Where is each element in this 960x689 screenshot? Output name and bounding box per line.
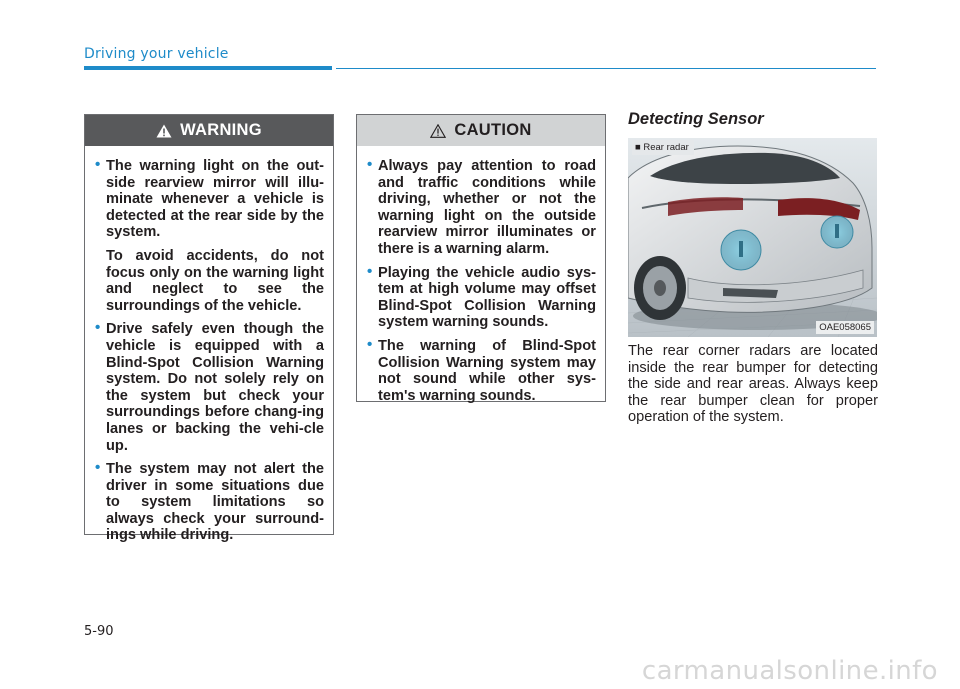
- page-number: 5-90: [84, 624, 114, 639]
- caution-paragraph: Playing the vehicle audio sys-tem at high volume may offset Blind-Spot Collision Warning system warning sounds.: [378, 264, 596, 331]
- rear-radar-figure: [628, 138, 877, 337]
- warning-paragraph: The warning light on the out-side rearview mirror will illu-minate whenever a vehicle is detected at the rear side by the system.: [106, 158, 324, 241]
- caution-body: [357, 146, 605, 404]
- warning-paragraph: To avoid accidents, do not focus only on the warning light and neglect to see the surroundings of the vehicle.: [106, 247, 324, 314]
- warning-triangle-icon: [156, 124, 172, 138]
- caution-triangle-icon: [430, 124, 446, 138]
- warning-body: [85, 146, 333, 544]
- caution-item: [367, 262, 596, 331]
- watermark: carmanualsonline.info: [641, 656, 938, 686]
- warning-header: [85, 115, 333, 146]
- figure-label: ■ Rear radar: [632, 140, 694, 155]
- bullet-icon: •: [367, 335, 373, 353]
- warning-paragraph: The system may not alert the driver in some situations due to system limitations so always check your surround-ings while driving.: [106, 461, 324, 544]
- caution-item: [367, 335, 596, 404]
- warning-item: [95, 321, 324, 454]
- figure-code: OAE058065: [816, 321, 874, 334]
- warning-item: [95, 158, 324, 314]
- bullet-icon: •: [95, 459, 101, 477]
- warning-paragraph: Drive safely even though the vehicle is equipped with a Blind-Spot Collision Warning system. Do not solely rely on the system but check your surroundings before chang-ing lanes or backing the vehi-cle up.: [106, 321, 324, 454]
- section-title: Driving your vehicle: [84, 46, 229, 62]
- caution-title: CAUTION: [454, 121, 532, 139]
- warning-title: WARNING: [180, 121, 262, 139]
- header-rule-thin: [336, 68, 876, 69]
- detecting-sensor-heading: Detecting Sensor: [628, 110, 764, 128]
- caution-item: [367, 158, 596, 258]
- caution-paragraph: Always pay attention to road and traffic conditions while driving, whether or not the warning light on the outside rearview mirror illuminates or there is a warning alarm.: [378, 158, 596, 257]
- car-rear-illustration: [628, 138, 877, 337]
- bullet-icon: •: [95, 319, 101, 337]
- caution-paragraph: The warning of Blind-Spot Collision Warning system may not sound while other sys-tem's warning sounds.: [378, 337, 596, 404]
- caution-box: [356, 114, 606, 402]
- caution-header: [357, 115, 605, 146]
- bullet-icon: •: [367, 156, 373, 173]
- warning-box: [84, 114, 334, 544]
- warning-item: [95, 461, 324, 544]
- bullet-icon: •: [367, 262, 373, 280]
- detecting-sensor-body: The rear corner radars are located inside the rear bumper for detecting the side and rear areas. Always keep the rear bumper clean for proper operation of the system.: [628, 343, 878, 426]
- bullet-icon: •: [95, 156, 101, 173]
- header-rule-thick: [84, 66, 332, 70]
